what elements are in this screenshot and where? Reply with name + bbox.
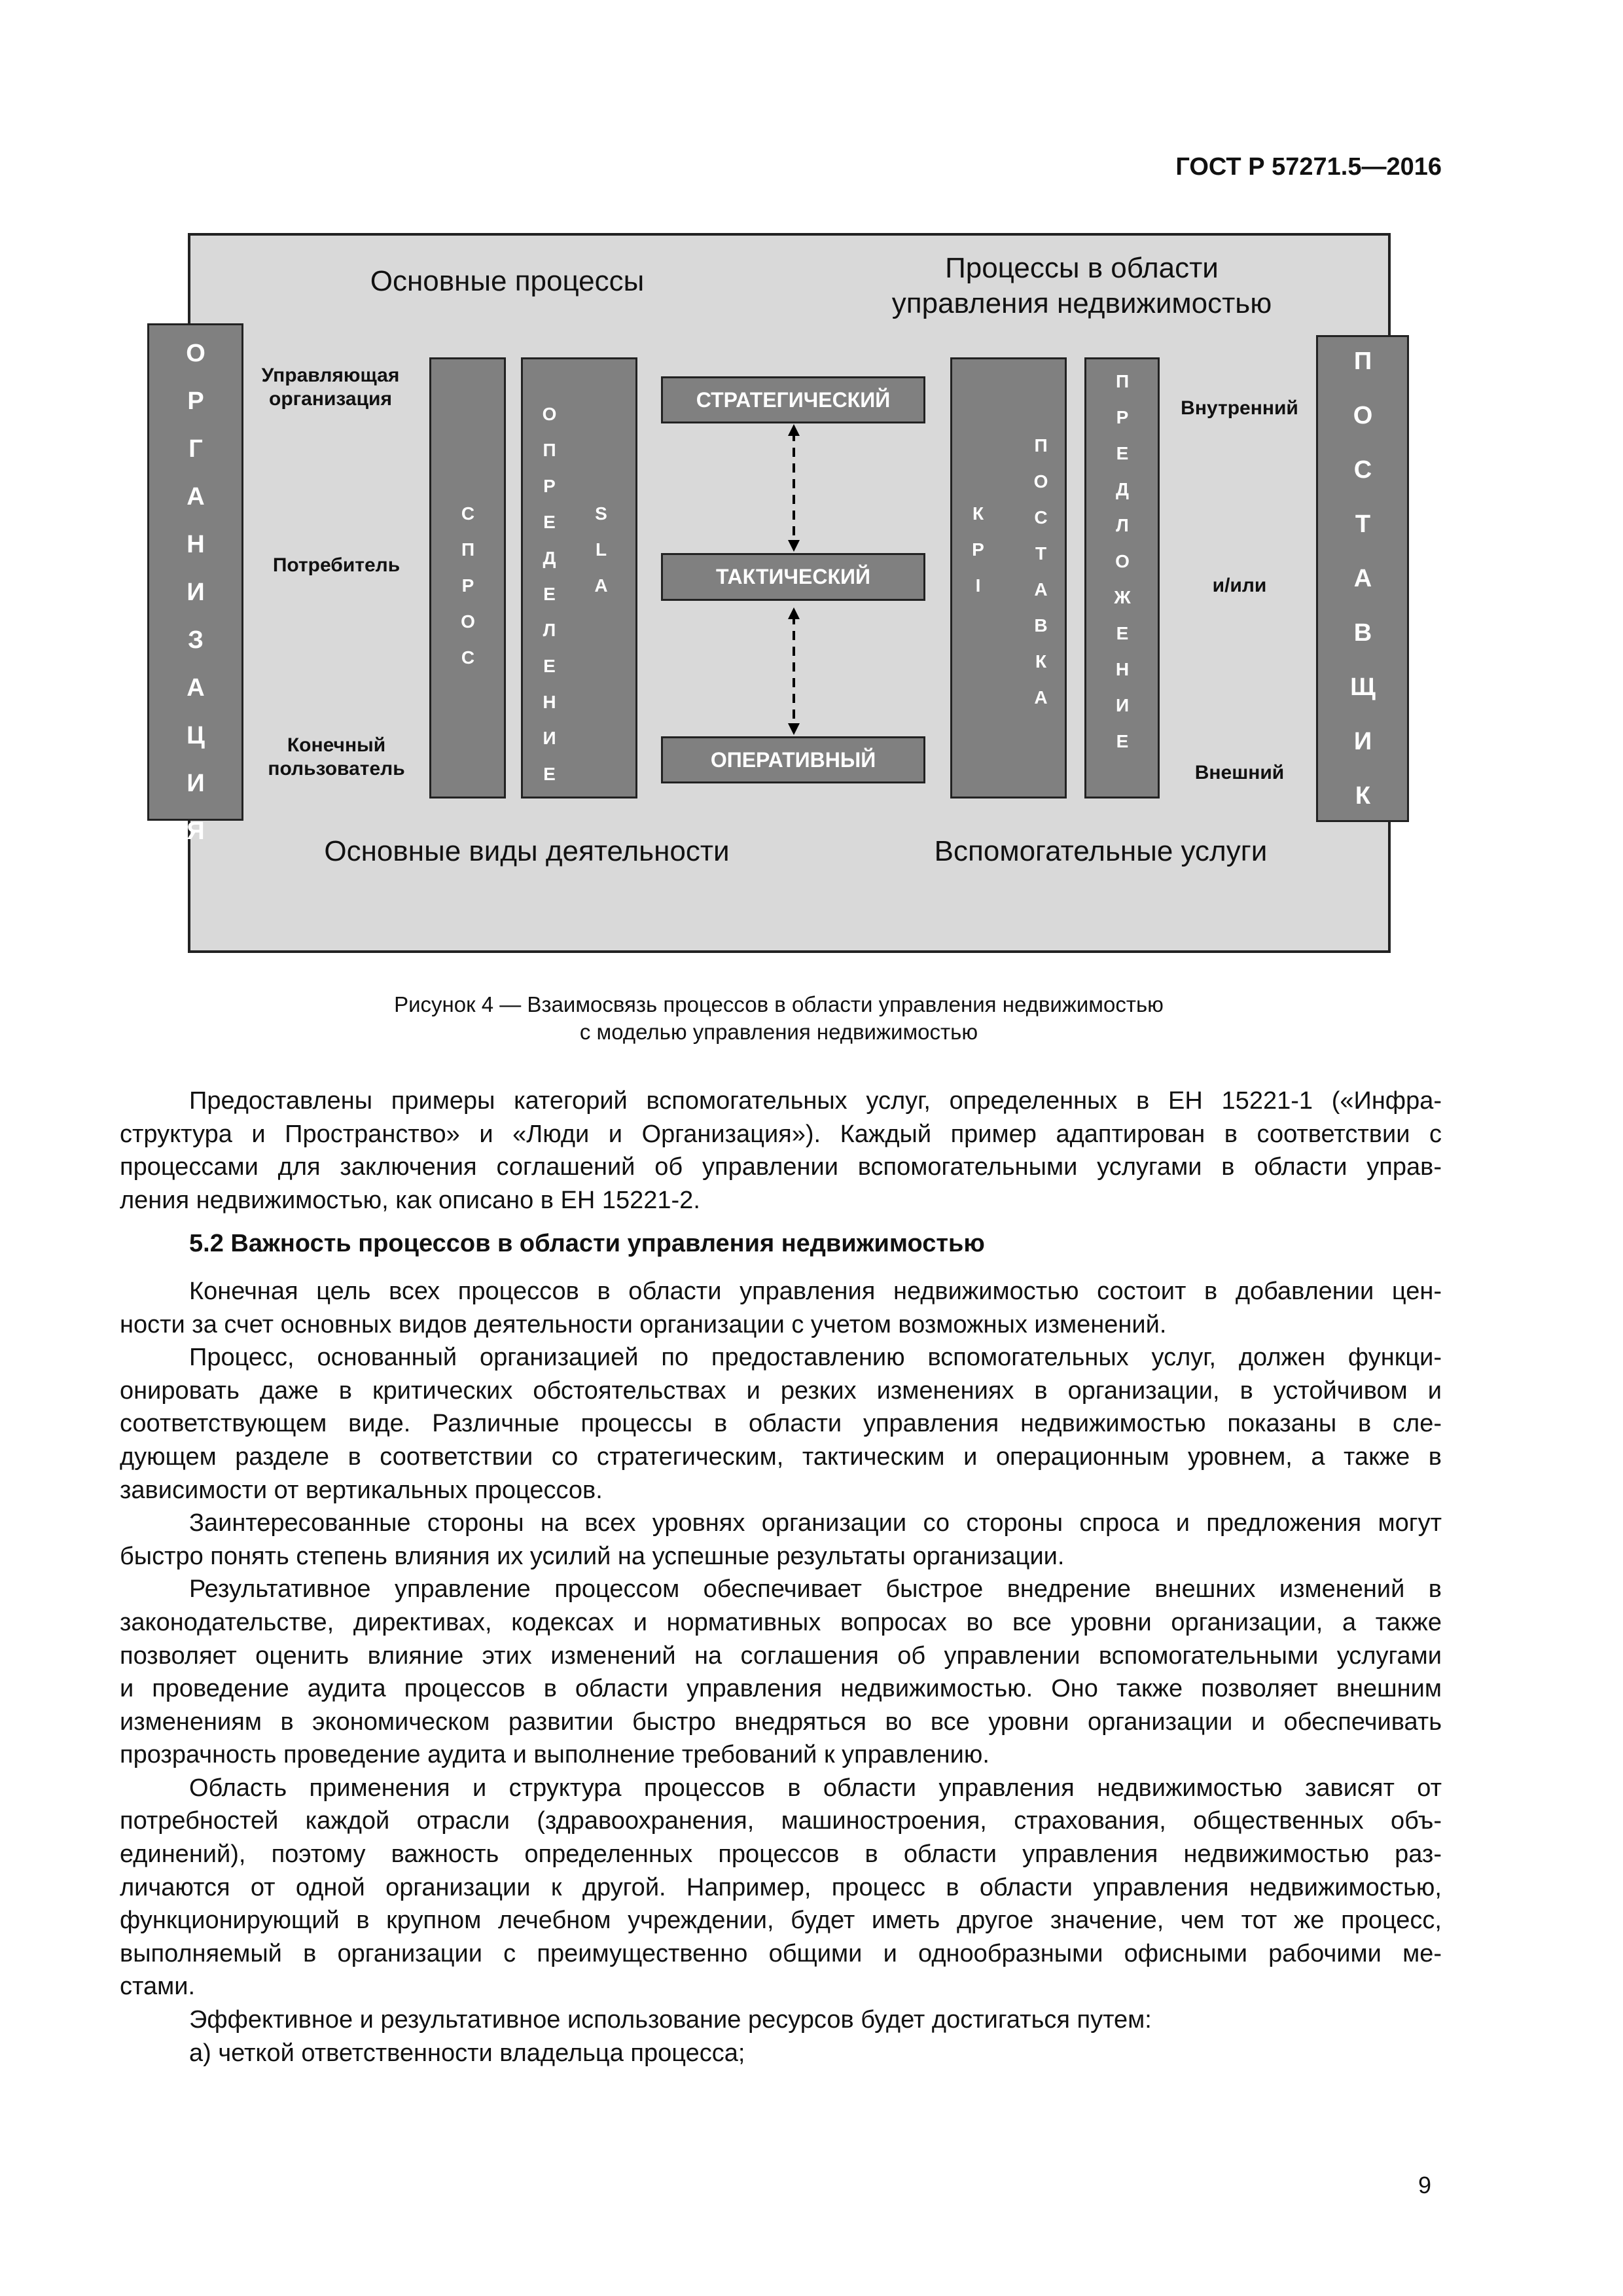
support-services-title: Вспомогательные услуги [934,835,1268,867]
label-line: Управляющая [261,365,400,386]
paragraph [120,1507,1442,1573]
text-line: ления недвижимостью, как описано в ЕН 15221-2. [120,1186,700,1214]
text-line: законодательстве, директивах, кодексах и нормативных вопросах во все уровни организации, а также [120,1608,1442,1636]
sla-label: SLA [591,503,611,611]
double-arrow-icon [788,607,800,735]
double-arrow-icon [788,424,800,552]
strategic-level-box: СТРАТЕГИЧЕСКИЙ [661,376,925,423]
text-line: Заинтересованные стороны на всех уровнях организации со стороны спроса и предложения могут [189,1509,1442,1537]
text-line: соответствующем виде. Различные процессы в области управления недвижимостью показаны в сле- [120,1410,1442,1438]
text-line: выполняемый в организации с преимущественно общими и однообразными офисными рабочими ме- [120,1939,1442,1967]
body-text [120,1085,1442,2070]
offer-label: ПРЕДЛОЖЕНИЕ [1112,371,1133,767]
and-or-label: и/или [1212,575,1267,596]
end-user-label [268,734,404,781]
text-line: Область применения и структура процессов в области управления недвижимостью зависят от [189,1774,1442,1802]
figure-caption [0,991,1558,1046]
paragraph [120,1275,1442,1341]
supplier-bar [1316,335,1409,836]
paragraph [120,2003,1442,2037]
label-line: Конечный [287,734,386,756]
caption-line: Рисунок 4 — Взаимосвязь процессов в области управления недвижимостью [394,992,1164,1016]
text-line: ности за счет основных видов деятельности организации с учетом возможных изменений. [120,1310,1167,1338]
paragraph [120,2037,1442,2070]
text-line: позволяет оценить влияние этих изменений на соглашения об управлении вспомогательными услугами [120,1641,1442,1670]
delivery-label: ПОСТАВКА [1031,435,1051,723]
text-line: Результативное управление процессом обеспечивает быстрое внедрение внешних изменений в [189,1575,1442,1604]
text-line: а) четкой ответственности владельца процесса; [189,2039,745,2067]
section-heading: 5.2 Важность процессов в области управления недвижимостью [189,1230,985,1258]
demand-column [429,357,506,798]
paragraph [120,1341,1442,1507]
organization-bar [147,323,243,865]
document-code: ГОСТ Р 57271.5—2016 [1175,153,1442,181]
consumer-label: Потребитель [272,554,401,576]
text-line: Эффективное и результативное использование ресурсов будет достигаться путем: [189,2006,1152,2034]
text-line: потребностей каждой отрасли (здравоохранения, машиностроения, страхования, общественных объ- [120,1807,1442,1835]
supplier-label: ПОСТАВЩИК [1349,348,1377,836]
offer-column [1084,357,1160,798]
text-line: изменениям в экономическом развитии быстро внедряться во все уровни организации и обеспечивать [120,1708,1442,1736]
definition-sla-column [521,357,637,798]
kpi-delivery-column [950,357,1067,798]
managing-org-label [262,364,400,411]
text-line: личаются от одной организации к другой. Например, процесс в области управления недвижимостью, [120,1873,1442,1901]
core-activities-title: Основные виды деятельности [324,835,730,867]
text-line: зависимости от вертикальных процессов. [120,1476,603,1504]
text-line: стами. [120,1973,196,2001]
text-line: структура и Пространство» и «Люди и Организация»). Каждый пример адаптирован в соответствии с [120,1120,1442,1148]
tactical-level-box: ТАКТИЧЕСКИЙ [661,553,925,601]
level-arrows [779,419,809,746]
organization-label: ОРГАНИЗАЦИЯ [182,340,209,865]
text-line: дующем разделе в соответствии со стратегическим, тактическим и операционным уровнем, а также в [120,1443,1442,1471]
external-label: Внешний [1194,762,1285,783]
paragraph [120,1772,1442,2003]
text-line: быстро понять степень влияния их усилий на успешные результаты организации. [120,1542,1065,1570]
core-processes-title: Основные процессы [370,265,645,297]
paragraph [120,1573,1442,1772]
text-line: процессами для заключения соглашений об управлении вспомогательными услугами в области управ- [120,1153,1442,1181]
operational-level-box: ОПЕРАТИВНЫЙ [661,736,925,783]
label-line: пользователь [268,758,405,780]
fm-processes-title-2: управления недвижимостью [891,287,1272,319]
text-line: прозрачность проведение аудита и выполнение требований к управлению. [120,1741,990,1769]
kpi-label: КPI [968,503,988,611]
demand-label: СПРОС [457,503,478,683]
caption-line: с моделью управления недвижимостью [579,1020,978,1044]
text-line: Предоставлены примеры категорий вспомогательных услуг, определенных в ЕН 15221-1 («Инфра- [189,1087,1442,1115]
text-line: единений), поэтому важность определенных процессов в области управления недвижимостью раз- [120,1840,1442,1869]
label-line: организация [269,388,392,410]
page-number: 9 [1418,2172,1431,2198]
text-line: Конечная цель всех процессов в области управления недвижимостью состоит в добавлении цен- [189,1277,1442,1305]
text-line: и проведение аудита процессов в области управления недвижимостью. Оно также позволяет внешним [120,1675,1442,1703]
fm-processes-title-1: Процессы в области [945,252,1219,284]
definition-label: ОПРЕДЕЛЕНИЕ [539,404,560,800]
text-line: Процесс, основанный организацией по предоставлению вспомогательных услуг, должен функци- [189,1344,1442,1372]
internal-label: Внутренний [1181,397,1298,419]
text-line: онировать даже в критических обстоятельствах и резких изменениях в организации, в устойчивом и [120,1376,1442,1405]
paragraph [120,1085,1442,1217]
text-line: функционирующий в крупном лечебном учреждении, будет иметь другое значение, чем тот же процесс, [120,1907,1442,1935]
